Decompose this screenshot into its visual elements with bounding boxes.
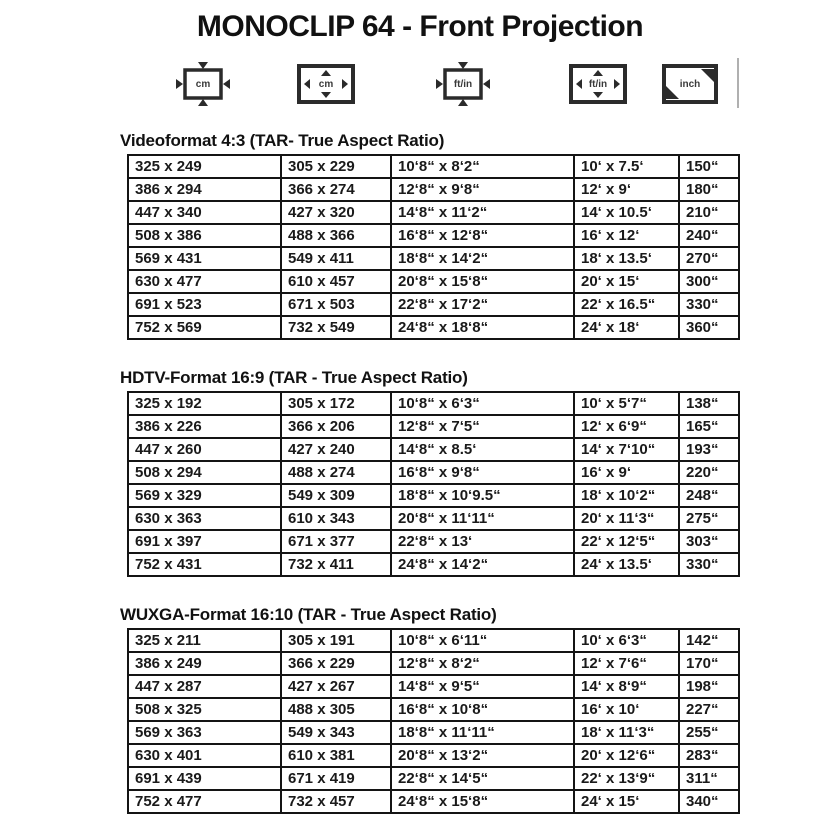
table-row — [128, 675, 739, 698]
table-cell: 16‘ x 9‘ — [574, 461, 679, 484]
table-cell: 22‘ x 12‘5“ — [574, 530, 679, 553]
table-row — [128, 744, 739, 767]
table-cell: 300“ — [679, 270, 739, 293]
table-row — [128, 415, 739, 438]
table-cell: 18‘ x 11‘3“ — [574, 721, 679, 744]
table-cell: 305 x 191 — [281, 629, 391, 652]
table-cell: 16‘8“ x 9‘8“ — [391, 461, 574, 484]
inner-arrows-shape — [568, 63, 628, 105]
table-cell: 549 x 343 — [281, 721, 391, 744]
section-wuxga-16-10 — [120, 605, 760, 814]
table-row — [128, 698, 739, 721]
inch-icon-label: inch — [679, 78, 701, 90]
table-cell: 366 x 274 — [281, 178, 391, 201]
table-row — [128, 270, 739, 293]
table-cell: 24‘8“ x 15‘8“ — [391, 790, 574, 813]
table-cell: 330“ — [679, 553, 739, 576]
outer-arrows-shape — [434, 60, 492, 108]
table-row — [128, 461, 739, 484]
outer-arrows-shape — [174, 60, 232, 108]
table-cell: 20‘ x 11‘3“ — [574, 507, 679, 530]
table-cell: 142“ — [679, 629, 739, 652]
table-cell: 10‘8“ x 8‘2“ — [391, 155, 574, 178]
table-cell: 22‘8“ x 13‘ — [391, 530, 574, 553]
table-cell: 752 x 477 — [128, 790, 281, 813]
table-cell: 447 x 340 — [128, 201, 281, 224]
section-videoformat-4-3 — [120, 131, 760, 340]
table-cell: 12‘8“ x 8‘2“ — [391, 652, 574, 675]
table-cell: 24‘ x 18‘ — [574, 316, 679, 339]
section-heading: WUXGA-Format 16:10 (TAR - True Aspect Ratio) — [120, 605, 497, 624]
table-cell: 10‘ x 6‘3“ — [574, 629, 679, 652]
table-cell: 752 x 431 — [128, 553, 281, 576]
cm-inner-dimensions-icon — [296, 63, 356, 105]
table-cell: 508 x 294 — [128, 461, 281, 484]
table-cell: 22‘8“ x 14‘5“ — [391, 767, 574, 790]
table-cell: 305 x 229 — [281, 155, 391, 178]
ftin-inner-icon-label: ft/in — [588, 78, 608, 90]
table-cell: 386 x 249 — [128, 652, 281, 675]
table-cell: 10‘8“ x 6‘3“ — [391, 392, 574, 415]
table-cell: 18‘ x 13.5‘ — [574, 247, 679, 270]
table-cell: 170“ — [679, 652, 739, 675]
section-heading: Videoformat 4:3 (TAR- True Aspect Ratio) — [120, 131, 445, 150]
table-row — [128, 790, 739, 813]
table-cell: 340“ — [679, 790, 739, 813]
table-cell: 386 x 294 — [128, 178, 281, 201]
table-cell: 630 x 401 — [128, 744, 281, 767]
table-cell: 366 x 229 — [281, 652, 391, 675]
table-cell: 330“ — [679, 293, 739, 316]
table-cell: 16‘8“ x 10‘8“ — [391, 698, 574, 721]
table-cell: 325 x 211 — [128, 629, 281, 652]
table-cell: 20‘8“ x 15‘8“ — [391, 270, 574, 293]
section-hdtv-16-9 — [120, 368, 760, 577]
table-row — [128, 507, 739, 530]
table-cell: 12‘ x 7‘6“ — [574, 652, 679, 675]
table-cell: 18‘8“ x 10‘9.5“ — [391, 484, 574, 507]
table-cell: 569 x 363 — [128, 721, 281, 744]
cm-outer-dimensions-icon — [174, 60, 232, 108]
table-row — [128, 530, 739, 553]
table-cell: 549 x 309 — [281, 484, 391, 507]
table-row — [128, 247, 739, 270]
inner-arrows-shape — [296, 63, 356, 105]
table-cell: 150“ — [679, 155, 739, 178]
table-cell: 732 x 411 — [281, 553, 391, 576]
table-cell: 16‘ x 10‘ — [574, 698, 679, 721]
table-row — [128, 293, 739, 316]
table-cell: 303“ — [679, 530, 739, 553]
table-cell: 24‘8“ x 18‘8“ — [391, 316, 574, 339]
table-cell: 12‘ x 6‘9“ — [574, 415, 679, 438]
section-heading: HDTV-Format 16:9 (TAR - True Aspect Ratio) — [120, 368, 468, 387]
table-cell: 16‘8“ x 12‘8“ — [391, 224, 574, 247]
table-cell: 752 x 569 — [128, 316, 281, 339]
table-cell: 165“ — [679, 415, 739, 438]
ftin-inner-dimensions-icon — [568, 63, 628, 105]
cm-outer-icon-label: cm — [195, 79, 211, 90]
table-row — [128, 652, 739, 675]
table-cell: 671 x 503 — [281, 293, 391, 316]
table-cell: 193“ — [679, 438, 739, 461]
table-cell: 240“ — [679, 224, 739, 247]
table-cell: 488 x 366 — [281, 224, 391, 247]
table-row — [128, 155, 739, 178]
table-cell: 14‘8“ x 8.5‘ — [391, 438, 574, 461]
table-row — [128, 201, 739, 224]
table-row — [128, 484, 739, 507]
page-title: MONOCLIP 64 - Front Projection — [196, 10, 644, 43]
projection-table-16-9 — [127, 391, 740, 577]
table-cell: 569 x 329 — [128, 484, 281, 507]
table-cell: 427 x 240 — [281, 438, 391, 461]
table-cell: 732 x 457 — [281, 790, 391, 813]
projection-table-16-10 — [127, 628, 740, 814]
table-cell: 671 x 377 — [281, 530, 391, 553]
table-cell: 20‘ x 15‘ — [574, 270, 679, 293]
table-cell: 10‘ x 7.5‘ — [574, 155, 679, 178]
table-cell: 569 x 431 — [128, 247, 281, 270]
table-cell: 210“ — [679, 201, 739, 224]
table-cell: 386 x 226 — [128, 415, 281, 438]
table-cell: 18‘ x 10‘2“ — [574, 484, 679, 507]
table-cell: 248“ — [679, 484, 739, 507]
table-cell: 325 x 192 — [128, 392, 281, 415]
table-cell: 311“ — [679, 767, 739, 790]
table-cell: 447 x 287 — [128, 675, 281, 698]
table-cell: 691 x 439 — [128, 767, 281, 790]
table-cell: 732 x 549 — [281, 316, 391, 339]
table-cell: 12‘ x 9‘ — [574, 178, 679, 201]
table-cell: 508 x 325 — [128, 698, 281, 721]
cm-inner-icon-label: cm — [318, 78, 334, 90]
table-cell: 488 x 274 — [281, 461, 391, 484]
table-cell: 20‘ x 12‘6“ — [574, 744, 679, 767]
table-cell: 24‘ x 13.5‘ — [574, 553, 679, 576]
table-cell: 24‘8“ x 14‘2“ — [391, 553, 574, 576]
table-cell: 20‘8“ x 13‘2“ — [391, 744, 574, 767]
table-cell: 10‘8“ x 6‘11“ — [391, 629, 574, 652]
table-cell: 198“ — [679, 675, 739, 698]
table-cell: 22‘ x 16.5“ — [574, 293, 679, 316]
table-cell: 325 x 249 — [128, 155, 281, 178]
table-cell: 14‘ x 7‘10“ — [574, 438, 679, 461]
ftin-outer-dimensions-icon — [434, 60, 492, 108]
table-cell: 24‘ x 15‘ — [574, 790, 679, 813]
table-row — [128, 721, 739, 744]
table-cell: 691 x 523 — [128, 293, 281, 316]
table-row — [128, 178, 739, 201]
scan-artifact-line — [737, 58, 739, 108]
table-cell: 12‘8“ x 9‘8“ — [391, 178, 574, 201]
table-cell: 227“ — [679, 698, 739, 721]
inch-diagonal-icon — [661, 63, 719, 105]
table-cell: 14‘ x 10.5‘ — [574, 201, 679, 224]
table-cell: 427 x 267 — [281, 675, 391, 698]
table-cell: 10‘ x 5‘7“ — [574, 392, 679, 415]
table-cell: 12‘8“ x 7‘5“ — [391, 415, 574, 438]
table-cell: 549 x 411 — [281, 247, 391, 270]
table-cell: 630 x 477 — [128, 270, 281, 293]
table-cell: 180“ — [679, 178, 739, 201]
table-cell: 16‘ x 12‘ — [574, 224, 679, 247]
table-cell: 610 x 381 — [281, 744, 391, 767]
table-row — [128, 316, 739, 339]
table-row — [128, 629, 739, 652]
diagonal-arrows-shape — [661, 63, 719, 105]
table-cell: 14‘8“ x 9‘5“ — [391, 675, 574, 698]
table-row — [128, 767, 739, 790]
table-cell: 20‘8“ x 11‘11“ — [391, 507, 574, 530]
table-cell: 22‘ x 13‘9“ — [574, 767, 679, 790]
table-cell: 283“ — [679, 744, 739, 767]
table-cell: 275“ — [679, 507, 739, 530]
table-cell: 610 x 343 — [281, 507, 391, 530]
table-row — [128, 392, 739, 415]
table-cell: 14‘8“ x 11‘2“ — [391, 201, 574, 224]
table-cell: 447 x 260 — [128, 438, 281, 461]
table-cell: 255“ — [679, 721, 739, 744]
table-cell: 360“ — [679, 316, 739, 339]
table-cell: 305 x 172 — [281, 392, 391, 415]
table-cell: 610 x 457 — [281, 270, 391, 293]
table-cell: 14‘ x 8‘9“ — [574, 675, 679, 698]
table-cell: 18‘8“ x 14‘2“ — [391, 247, 574, 270]
table-row — [128, 438, 739, 461]
table-row — [128, 553, 739, 576]
table-cell: 488 x 305 — [281, 698, 391, 721]
table-row — [128, 224, 739, 247]
table-cell: 427 x 320 — [281, 201, 391, 224]
table-cell: 366 x 206 — [281, 415, 391, 438]
table-cell: 630 x 363 — [128, 507, 281, 530]
ftin-outer-icon-label: ft/in — [453, 79, 473, 90]
table-cell: 220“ — [679, 461, 739, 484]
table-cell: 22‘8“ x 17‘2“ — [391, 293, 574, 316]
table-cell: 508 x 386 — [128, 224, 281, 247]
table-cell: 270“ — [679, 247, 739, 270]
table-cell: 671 x 419 — [281, 767, 391, 790]
table-cell: 691 x 397 — [128, 530, 281, 553]
table-cell: 138“ — [679, 392, 739, 415]
projection-table-4-3 — [127, 154, 740, 340]
table-cell: 18‘8“ x 11‘11“ — [391, 721, 574, 744]
